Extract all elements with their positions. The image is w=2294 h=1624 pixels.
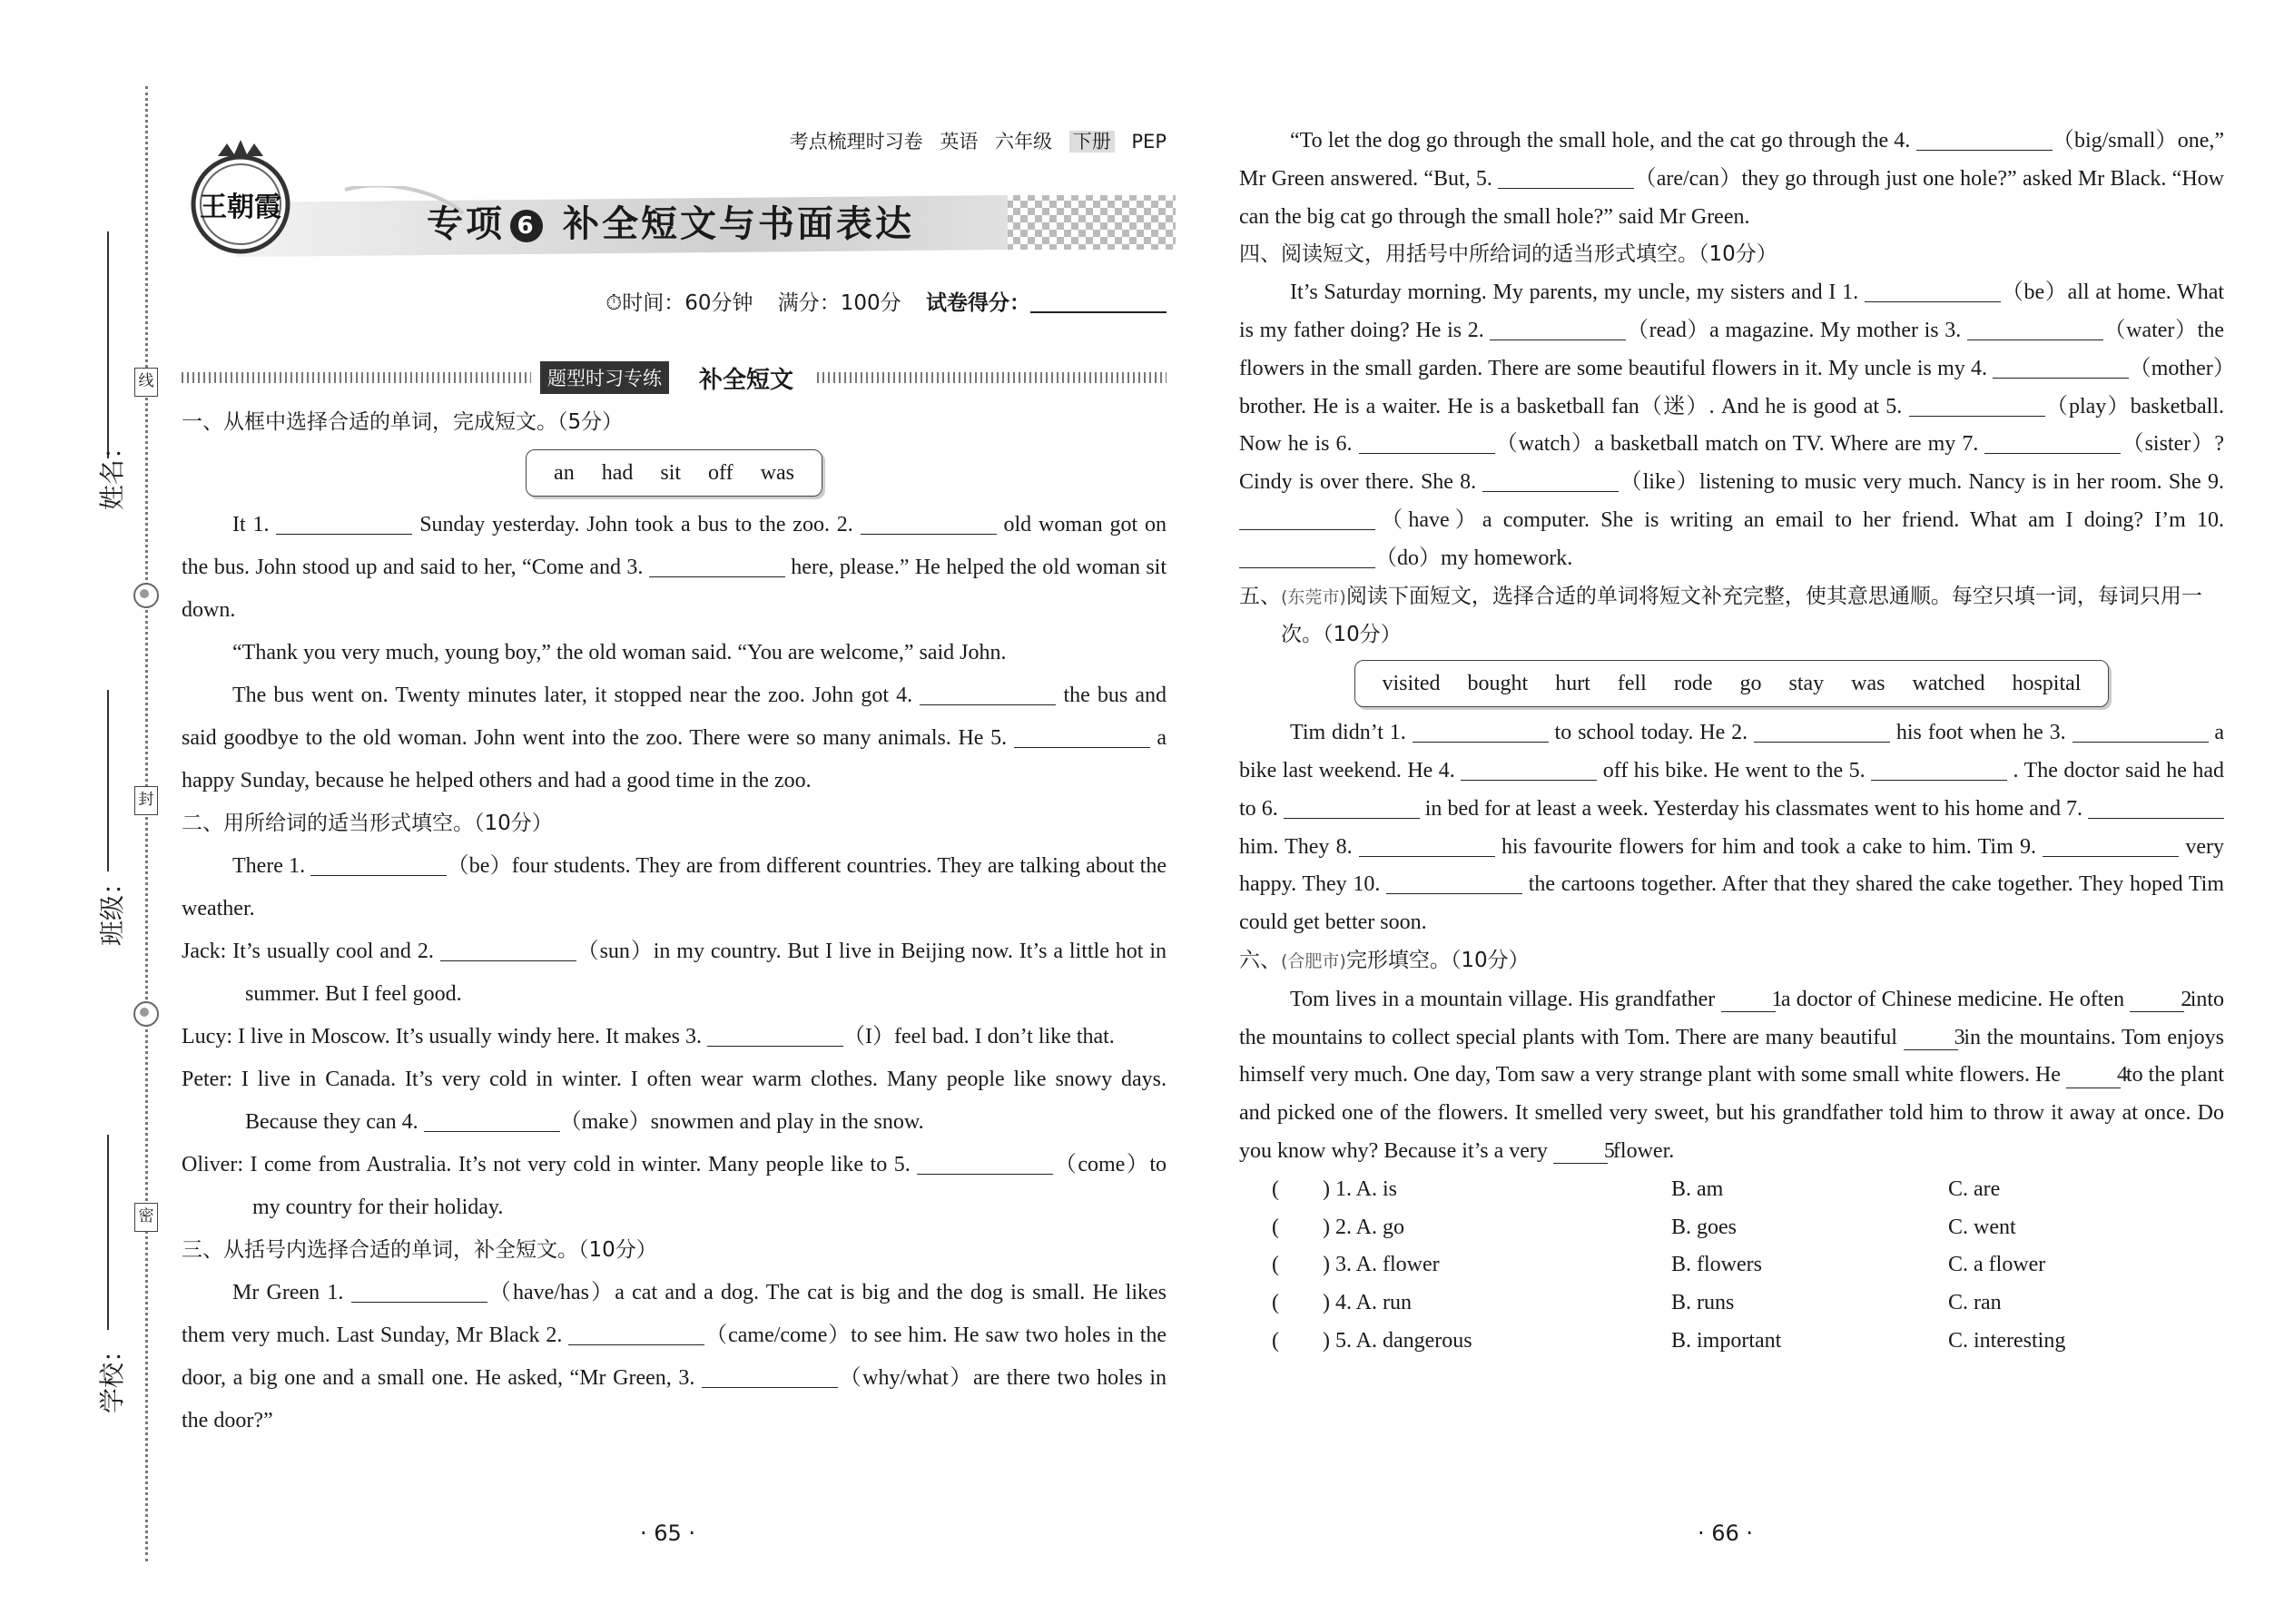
q4-paragraph (1239, 274, 2224, 577)
text: Mr Green 1. (232, 1281, 344, 1304)
text: （are/can）they go through just one hole?” asked Mr Black. “How can the big cat go through the small hole?” said Mr Green. (1239, 166, 2224, 229)
cut-mark-feng: 封 (134, 786, 158, 815)
word-option: visited (1382, 672, 1441, 696)
q1-heading: 一、从框中选择合适的单词，完成短文。（5分） (182, 410, 624, 434)
answer-blank[interactable] (1461, 758, 1597, 781)
option-row (1272, 1171, 2224, 1209)
word-option: watched (1912, 672, 1985, 696)
text: （mother）brother. He is a waiter. He is a basketball fan（迷）. And he is good at 5. (1239, 356, 2224, 418)
text: into the mountains to collect special plants with Tom. There are many beautiful (1239, 987, 2225, 1049)
text: （watch）a basketball match on TV. Where are my 7. (1494, 432, 1979, 457)
word-option: sit (660, 461, 682, 485)
answer-blank[interactable] (424, 1109, 560, 1132)
school-line (107, 1135, 109, 1330)
text: （sister）? Cindy is over there. She 8. (1239, 432, 2225, 495)
option-row (1272, 1323, 2224, 1361)
time-limit: 时间：60分钟 (622, 291, 753, 315)
text: his foot when he 3. (1895, 721, 2066, 745)
text: （water）the flowers in the small garden. There are some beautiful flowers in it. My uncle is my 4. (1239, 318, 2225, 380)
answer-blank[interactable] (276, 512, 412, 535)
right-page (1239, 0, 2224, 1624)
brand-logo (182, 136, 300, 259)
answer-blank[interactable] (568, 1323, 704, 1345)
option-a[interactable]: ( ) 1. A. is (1272, 1176, 1397, 1201)
option-c[interactable]: C. a flower (1948, 1253, 2046, 1277)
q5-word-box (1239, 660, 2224, 707)
option-a[interactable]: ( ) 4. A. run (1272, 1291, 1412, 1315)
name-line (107, 231, 109, 458)
text: Oliver: I come from Australia. It’s not very cold in winter. Many people like to 5. (182, 1153, 911, 1176)
word-option: fell (1617, 672, 1647, 696)
title-main: 补全短文与书面表达 (563, 203, 914, 245)
page-number-left: · 65 · (640, 1521, 696, 1546)
q2-jack (182, 930, 1167, 1016)
answer-blank[interactable] (649, 555, 785, 577)
answer-blank[interactable] (1284, 796, 1420, 819)
text: 完形填空。（10分） (1345, 948, 1530, 972)
q1-paragraph-2: “Thank you very much, young boy,” the old woman said. “You are welcome,” said John. (232, 641, 1007, 664)
text: 阅读下面短文，选择合适的单词将短文补充完整，使其意思通顺。每空只填一词，每词只用一次。（10分） (1281, 584, 2202, 647)
page-number-right: · 66 · (1698, 1521, 1754, 1546)
volume: 下册 (1069, 131, 1115, 153)
q2-lucy (182, 1016, 1167, 1058)
q4-heading: 四、阅读短文，用括号中所给词的适当形式填空。（10分） (1239, 242, 1777, 267)
answer-blank[interactable] (861, 512, 997, 535)
series-name: 考点梳理时习卷 (789, 131, 923, 153)
title-prefix: 专项 (427, 203, 505, 245)
text: “To let the dog go through the small hole, and the cat go through the 4. (1290, 129, 1911, 153)
word-option: rode (1673, 672, 1713, 696)
text: （sun）in my country. But I live in Beijing now. It’s a little hot in summer. But I feel good. (245, 940, 1167, 1006)
answer-blank[interactable] (1984, 431, 2121, 454)
q2-oliver (182, 1144, 1167, 1229)
q2-heading: 二、用所给词的适当形式填空。（10分） (182, 812, 553, 835)
binding-margin (0, 0, 182, 1624)
option-b[interactable]: B. am (1671, 1176, 1724, 1201)
section-name: 补全短文 (699, 367, 794, 394)
text: to the plant and picked one of the flowers. It smelled very sweet, but his grandfather told him to throw it away at once. Do you know why? Because it’s a very (1239, 1063, 2224, 1163)
text: flower. (1612, 1138, 1675, 1163)
text: （have）a computer. She is writing an email to her friend. What am I doing? I’m 10. (1375, 507, 2224, 532)
cloze-blank[interactable]: 3 (1904, 1026, 1958, 1050)
answer-blank[interactable] (1498, 166, 1634, 189)
text: the bus and said goodbye to the old woman. John went into the zoo. There were so many animals. He 5. (182, 684, 1167, 750)
city-tag: (东莞市) (1281, 586, 1346, 607)
option-b[interactable]: B. runs (1671, 1291, 1735, 1315)
series-meta (779, 127, 1167, 154)
option-a[interactable]: ( ) 3. A. flower (1272, 1253, 1440, 1277)
text: off his bike. He went to the 5. (1602, 758, 1866, 782)
answer-blank[interactable] (2043, 834, 2179, 857)
text: Peter: I live in Canada. It’s very cold in winter. I often wear warm clothes. Many people like snowy days. Because they can 4. (182, 1068, 1167, 1134)
city-tag: (合肥市) (1281, 950, 1346, 971)
answer-blank[interactable] (1967, 318, 2103, 340)
subject: 英语 (940, 131, 979, 153)
text: （be）four students. They are from different countries. They are talking about the weather. (182, 854, 1167, 920)
text: Lucy: I live in Moscow. It’s usually windy here. It makes 3. (182, 1025, 702, 1048)
school-label: 学校： (97, 1336, 128, 1414)
q2-peter (182, 1058, 1167, 1144)
text: a doctor of Chinese medicine. He often (1780, 987, 2125, 1011)
answer-blank[interactable] (702, 1365, 838, 1388)
answer-blank[interactable] (2072, 720, 2209, 743)
option-a[interactable]: ( ) 2. A. go (1272, 1215, 1404, 1239)
text: （like）listening to music very much. Nancy is in her room. She 9. (1619, 470, 2225, 495)
section-hatch-right (817, 372, 1167, 383)
cut-mark-xian: 线 (134, 368, 158, 397)
score-field[interactable] (1030, 290, 1167, 313)
text: （play）basketball. Now he is 6. (1239, 394, 2225, 457)
clock-icon: ⏱ (605, 291, 623, 315)
text: There 1. (232, 854, 306, 878)
text: a bike last weekend. He 4. (1239, 721, 2225, 782)
text: Jack: It’s usually cool and 2. (182, 940, 434, 963)
cut-line (145, 86, 148, 1561)
answer-blank[interactable] (2088, 796, 2224, 819)
binding-ring (133, 1001, 159, 1027)
q5-paragraph (1239, 714, 2224, 942)
text: Tim didn’t 1. (1290, 721, 1406, 745)
answer-blank[interactable] (1490, 318, 1626, 340)
cloze-blank[interactable]: 4 (2066, 1063, 2121, 1088)
word-option: go (1739, 672, 1762, 696)
text: Sunday yesterday. John took a bus to the zoo. 2. (419, 513, 853, 536)
edition: PEP (1131, 131, 1167, 153)
option-row (1272, 1246, 2224, 1284)
answer-blank[interactable] (1359, 431, 1495, 454)
text: （be）all at home. What is my father doing? He is 2. (1239, 281, 2225, 342)
q6-heading (1239, 942, 2224, 981)
answer-blank[interactable] (917, 1152, 1053, 1175)
answer-blank[interactable] (707, 1024, 843, 1047)
text: to school today. He 2. (1554, 721, 1748, 745)
q2-intro (182, 845, 1167, 930)
left-content (182, 401, 1167, 1442)
text: him. They 8. (1239, 834, 1353, 859)
answer-blank[interactable] (1359, 834, 1495, 857)
word-option: was (760, 461, 794, 485)
cloze-blank[interactable]: 1 (1721, 988, 1776, 1012)
q3-paragraph-2 (1239, 123, 2224, 236)
name-label: 姓名： (97, 433, 128, 511)
text: （came/come）to see him. He saw two holes in the door, a big one and a small one. He asked, “Mr Green, 3. (182, 1324, 1167, 1390)
text: 六、 (1239, 948, 1281, 972)
q1-paragraph-1 (182, 504, 1167, 632)
text: The bus went on. Twenty minutes later, it stopped near the zoo. John got 4. (232, 684, 913, 707)
option-row (1272, 1209, 2224, 1247)
option-b[interactable]: B. important (1671, 1328, 1782, 1353)
answer-blank[interactable] (1239, 546, 1375, 568)
text: a happy Sunday, because he helped others and had a good time in the zoo. (182, 726, 1167, 792)
cloze-blank[interactable]: 5 (1553, 1139, 1608, 1164)
text: the cartoons together. After that they shared the cake together. They hoped Tim could get better soon. (1239, 872, 2224, 935)
text: his favourite flowers for him and took a cake to him. Tim 9. (1501, 834, 2036, 859)
q3-heading: 三、从括号内选择合适的单词，补全短文。（10分） (182, 1238, 657, 1262)
answer-blank[interactable] (1386, 871, 1522, 894)
score-label: 试卷得分： (926, 291, 1030, 315)
page-title (427, 195, 914, 247)
answer-blank[interactable] (310, 853, 447, 876)
text: Tom lives in a mountain village. His grandfather (1290, 987, 1716, 1011)
text: It’s Saturday morning. My parents, my uncle, my sisters and I 1. (1290, 281, 1859, 305)
word-option: had (601, 461, 634, 485)
answer-blank[interactable] (351, 1280, 487, 1303)
text: It 1. (232, 513, 270, 536)
q5-heading (1239, 578, 2224, 655)
q6-options (1239, 1171, 2224, 1361)
q3-paragraph-1 (182, 1272, 1167, 1442)
option-c[interactable]: C. interesting (1948, 1328, 2066, 1353)
answer-blank[interactable] (440, 939, 576, 961)
text: （I）feel bad. I don’t like that. (843, 1025, 1115, 1048)
text: in the mountains. Tom enjoys himself very much. One day, Tom saw a very strange plant with some small white flowers. He (1239, 1025, 2225, 1088)
q6-paragraph (1239, 981, 2224, 1171)
right-content (1239, 123, 2224, 1361)
text: （come）to my country for their holiday. (252, 1153, 1167, 1219)
option-b[interactable]: B. flowers (1671, 1253, 1762, 1277)
word-option: hospital (2012, 672, 2082, 696)
left-page (182, 0, 1167, 1624)
answer-blank[interactable] (1993, 356, 2129, 379)
binding-ring (133, 583, 159, 608)
q1-paragraph-3 (182, 674, 1167, 802)
class-line (107, 690, 109, 871)
text: （make）snowmen and play in the snow. (559, 1110, 924, 1134)
cut-mark-mi: 密 (134, 1203, 158, 1232)
grade: 六年级 (995, 131, 1053, 153)
text: （have/has）a cat and a dog. The cat is big and the dog is small. He likes them very much. Last Sunday, Mr Black 2. (182, 1281, 1167, 1347)
word-option: bought (1467, 672, 1529, 696)
text: very happy. They 10. (1239, 834, 2225, 897)
answer-blank[interactable] (920, 683, 1056, 705)
text: （do）my homework. (1375, 546, 1573, 570)
answer-blank[interactable] (1754, 720, 1890, 743)
q1-word-box (182, 449, 1167, 497)
exam-meta (605, 286, 1167, 316)
word-option: an (554, 461, 575, 485)
answer-blank[interactable] (1916, 128, 2053, 151)
text: 五、 (1239, 584, 1281, 608)
text: old woman got on the bus. John stood up and said to her, “Come and 3. (182, 513, 1167, 579)
text: （why/what）are there two holes in the door?” (182, 1366, 1167, 1432)
option-b[interactable]: B. goes (1671, 1215, 1737, 1239)
class-label: 班级： (97, 869, 128, 947)
answer-blank[interactable] (1871, 758, 2007, 781)
answer-blank[interactable] (1482, 469, 1619, 492)
section-hatch-left (182, 372, 531, 383)
option-c[interactable]: C. went (1948, 1215, 2016, 1239)
answer-blank[interactable] (1014, 725, 1150, 748)
word-option: stay (1788, 672, 1825, 696)
full-score: 满分：100分 (777, 291, 901, 315)
answer-blank[interactable] (1909, 394, 2045, 417)
text: . The doctor said he had to 6. (1239, 758, 2225, 821)
section-header (182, 361, 1167, 394)
text: here, please.” He helped the old woman sit down. (182, 556, 1167, 622)
word-option: off (708, 461, 733, 485)
word-option: was (1851, 672, 1885, 696)
option-a[interactable]: ( ) 5. A. dangerous (1272, 1328, 1472, 1353)
brand-logo-text: 王朝霞 (200, 192, 281, 223)
option-c[interactable]: C. are (1948, 1176, 2001, 1201)
cloze-blank[interactable]: 2 (2130, 988, 2184, 1012)
text: （big/small）one,” Mr Green answered. “But, 5. (1239, 129, 2225, 191)
option-row (1272, 1284, 2224, 1323)
text: in bed for at least a week. Yesterday his classmates went to his home and 7. (1424, 796, 2082, 821)
option-c[interactable]: C. ran (1948, 1291, 2002, 1315)
section-tag: 题型时习专练 (540, 361, 669, 394)
answer-blank[interactable] (1239, 507, 1375, 530)
answer-blank[interactable] (1413, 720, 1549, 743)
title-number: 6 (510, 210, 543, 242)
word-option: hurt (1555, 672, 1590, 696)
answer-blank[interactable] (1865, 280, 2001, 302)
text: （read）a magazine. My mother is 3. (1626, 318, 1962, 342)
